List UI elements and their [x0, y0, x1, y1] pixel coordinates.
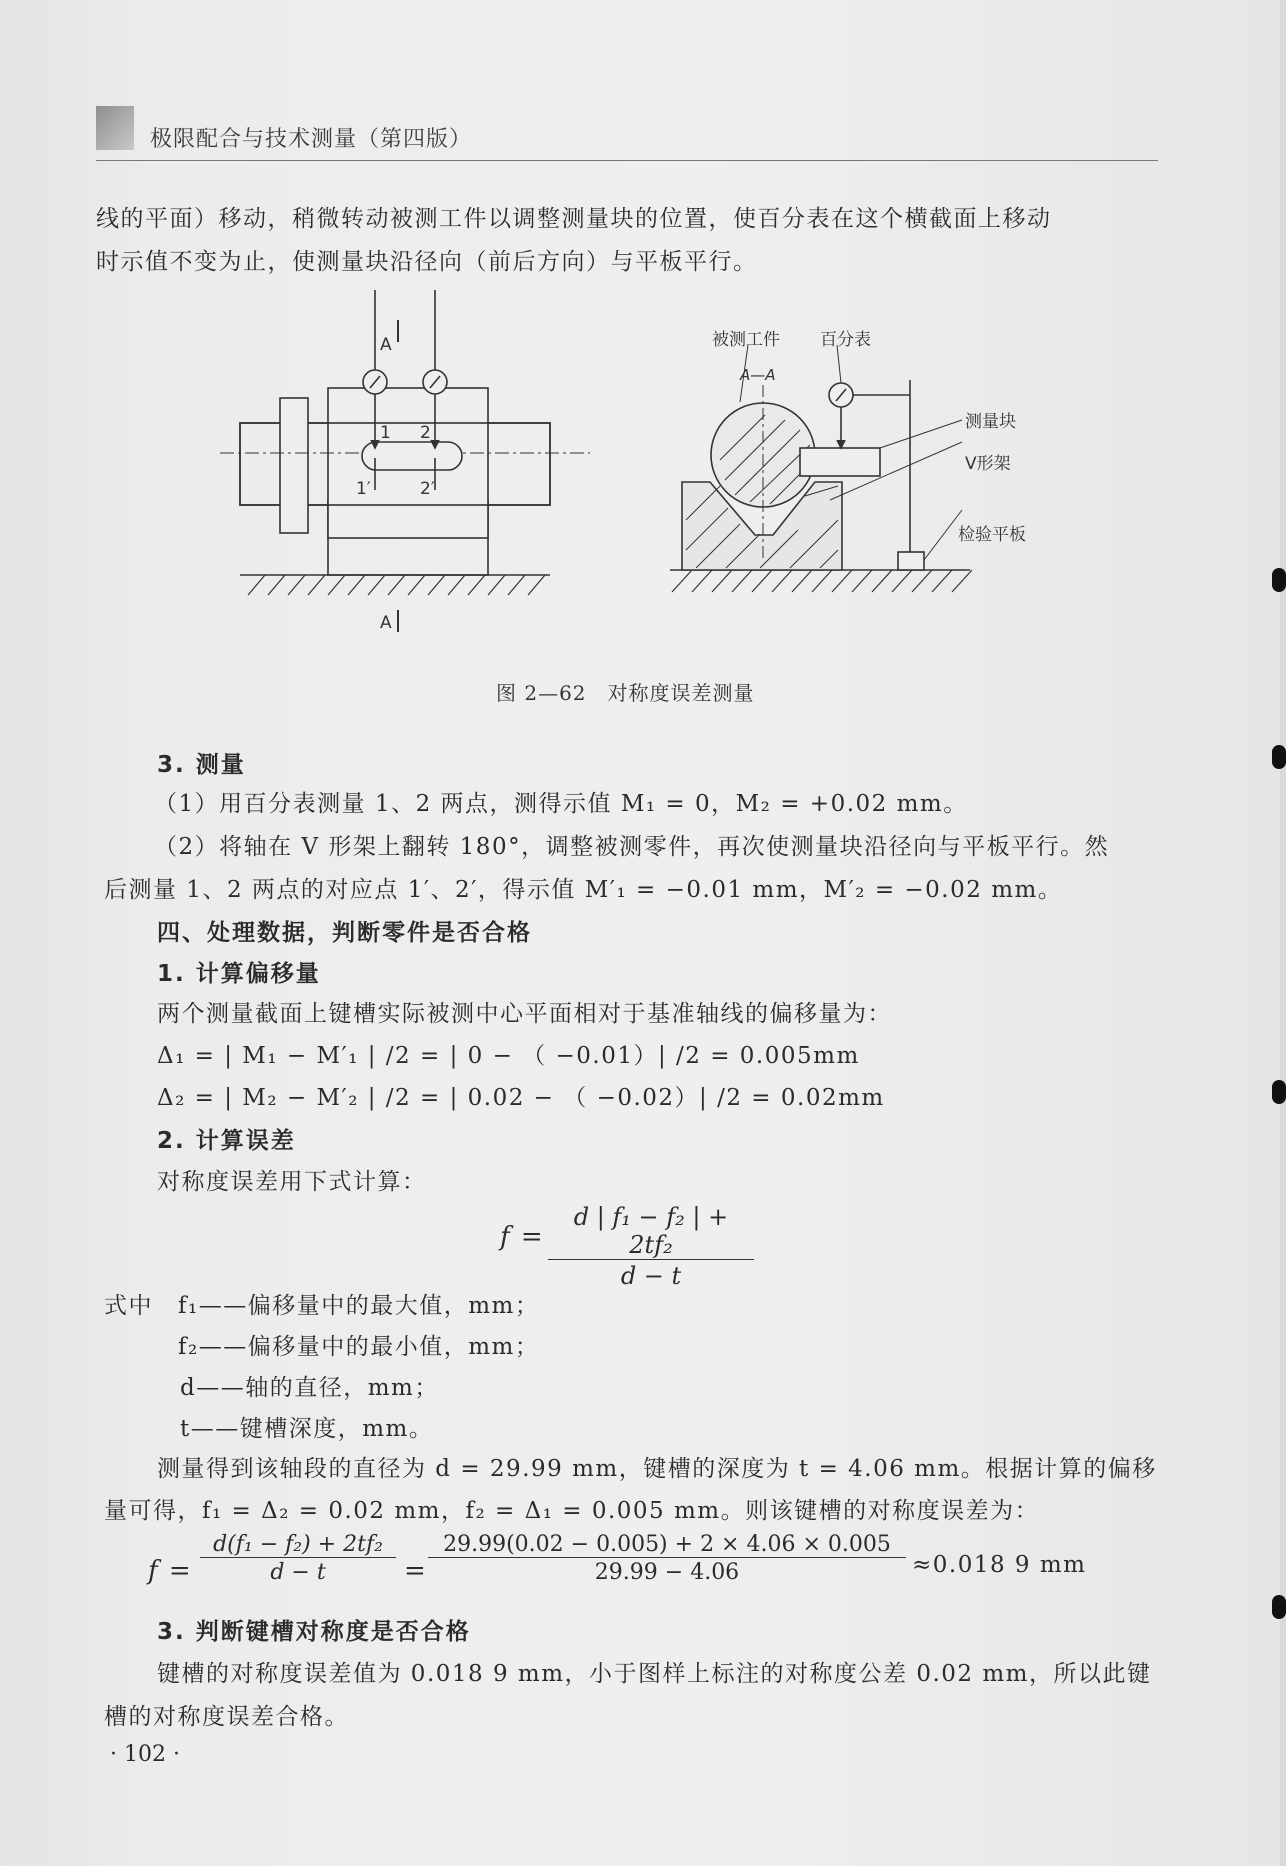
def-f2: f₂——偏移量中的最小值，mm； — [178, 1334, 540, 1360]
def-t: t——键槽深度，mm。 — [180, 1416, 434, 1442]
intro-line-1: 线的平面）移动，稍微转动被测工件以调整测量块的位置，使百分表在这个横截面上移动 — [96, 206, 1052, 232]
calc-numerator-symbolic: d(f₁ − f₂) + 2tf₂ — [200, 1532, 396, 1558]
point-1-label: 1 — [380, 423, 391, 443]
sub-3-heading: 3. 判断键槽对称度是否合格 — [157, 1619, 471, 1645]
formula-lhs: f = — [500, 1222, 545, 1252]
section-4-heading: 四、处理数据，判断零件是否合格 — [157, 920, 532, 946]
formula-numerator: d | f₁ − f₂ | + 2tf₂ — [548, 1203, 754, 1260]
calc-para-b: 量可得，f₁ = Δ₂ = 0.02 mm，f₂ = Δ₁ = 0.005 mm。则该键槽的对称度误差为： — [104, 1498, 1040, 1524]
calc-denominator-symbolic: d − t — [270, 1560, 326, 1585]
section-label-bottom: A — [380, 613, 392, 633]
binding-dot — [1272, 568, 1286, 592]
running-header: 极限配合与技术测量（第四版） — [150, 127, 473, 152]
sec3-para-1: （1）用百分表测量 1、2 两点，测得示值 M₁ = 0，M₂ = +0.02 mm。 — [154, 791, 968, 817]
conclusion-para-b: 槽的对称度误差合格。 — [104, 1704, 349, 1730]
page-number: · 102 · — [110, 1742, 180, 1767]
header-marker — [96, 106, 134, 150]
workpiece-label: 被测工件 — [712, 330, 780, 350]
point-2p-label: 2′ — [420, 479, 435, 499]
def-d: d——轴的直径，mm； — [180, 1375, 439, 1401]
intro-line-2: 时示值不变为止，使测量块沿径向（前后方向）与平板平行。 — [96, 249, 758, 275]
binding-dot — [1272, 1595, 1286, 1619]
point-1p-label: 1′ — [356, 479, 371, 499]
section-label-top: A — [380, 335, 392, 355]
binding-dot — [1272, 745, 1286, 769]
where-label: 式中 — [104, 1293, 153, 1319]
section-3-heading: 3. 测量 — [157, 752, 246, 778]
conclusion-para-a: 键槽的对称度误差值为 0.018 9 mm，小于图样上标注的对称度公差 0.02 mm，所以此键 — [157, 1661, 1152, 1687]
v-block-label: V形架 — [965, 454, 1011, 474]
calc-result: ≈0.018 9 mm — [912, 1552, 1087, 1578]
sub-1-heading: 1. 计算偏移量 — [157, 961, 321, 987]
sec3-para-2b: 后测量 1、2 两点的对应点 1′、2′，得示值 M′₁ = −0.01 mm，M′₂ = −0.02 mm。 — [104, 877, 1063, 903]
equation-delta-2: Δ₂ = | M₂ − M′₂ | /2 = | 0.02 − （ −0.02）| /2 = 0.02mm — [157, 1085, 885, 1111]
calc-lhs: f = — [148, 1556, 193, 1586]
formula-denominator: d − t — [620, 1262, 682, 1290]
sub-2-text: 对称度误差用下式计算： — [157, 1169, 427, 1195]
point-2-label: 2 — [420, 423, 431, 443]
figure-2-62 — [220, 320, 1060, 633]
measuring-block-label: 测量块 — [965, 412, 1016, 432]
calc-fraction-symbolic — [200, 1532, 396, 1585]
indicator-label: 百分表 — [820, 330, 871, 350]
figure-caption: 图 2—62 对称度误差测量 — [496, 681, 755, 705]
binding-dot — [1272, 1080, 1286, 1104]
calc-para-a: 测量得到该轴段的直径为 d = 29.99 mm，键槽的深度为 t = 4.06 mm。根据计算的偏移 — [157, 1456, 1157, 1482]
formula-fraction — [548, 1203, 754, 1290]
def-f1: f₁——偏移量中的最大值，mm； — [178, 1293, 540, 1319]
sec3-para-2a: （2）将轴在 V 形架上翻转 180°，调整被测零件，再次使测量块沿径向与平板平行。然 — [154, 834, 1110, 860]
calc-denominator-numeric: 29.99 − 4.06 — [594, 1560, 740, 1585]
equation-delta-1: Δ₁ = | M₁ − M′₁ | /2 = | 0 − （ −0.01）| /2 = 0.005mm — [157, 1043, 860, 1069]
calc-numerator-numeric: 29.99(0.02 − 0.005) + 2 × 4.06 × 0.005 — [428, 1532, 906, 1558]
header-rule — [96, 160, 1158, 161]
v-block-setup-drawing — [670, 345, 972, 592]
surface-plate-label: 检验平板 — [958, 525, 1026, 545]
calc-fraction-numeric — [428, 1532, 906, 1585]
section-aa-label: A—A — [740, 366, 776, 384]
calc-equals: = — [404, 1556, 428, 1586]
sub-2-heading: 2. 计算误差 — [157, 1128, 296, 1154]
sub-1-text: 两个测量截面上键槽实际被测中心平面相对于基准轴线的偏移量为： — [157, 1001, 892, 1027]
shaft-setup-drawing — [220, 290, 590, 632]
